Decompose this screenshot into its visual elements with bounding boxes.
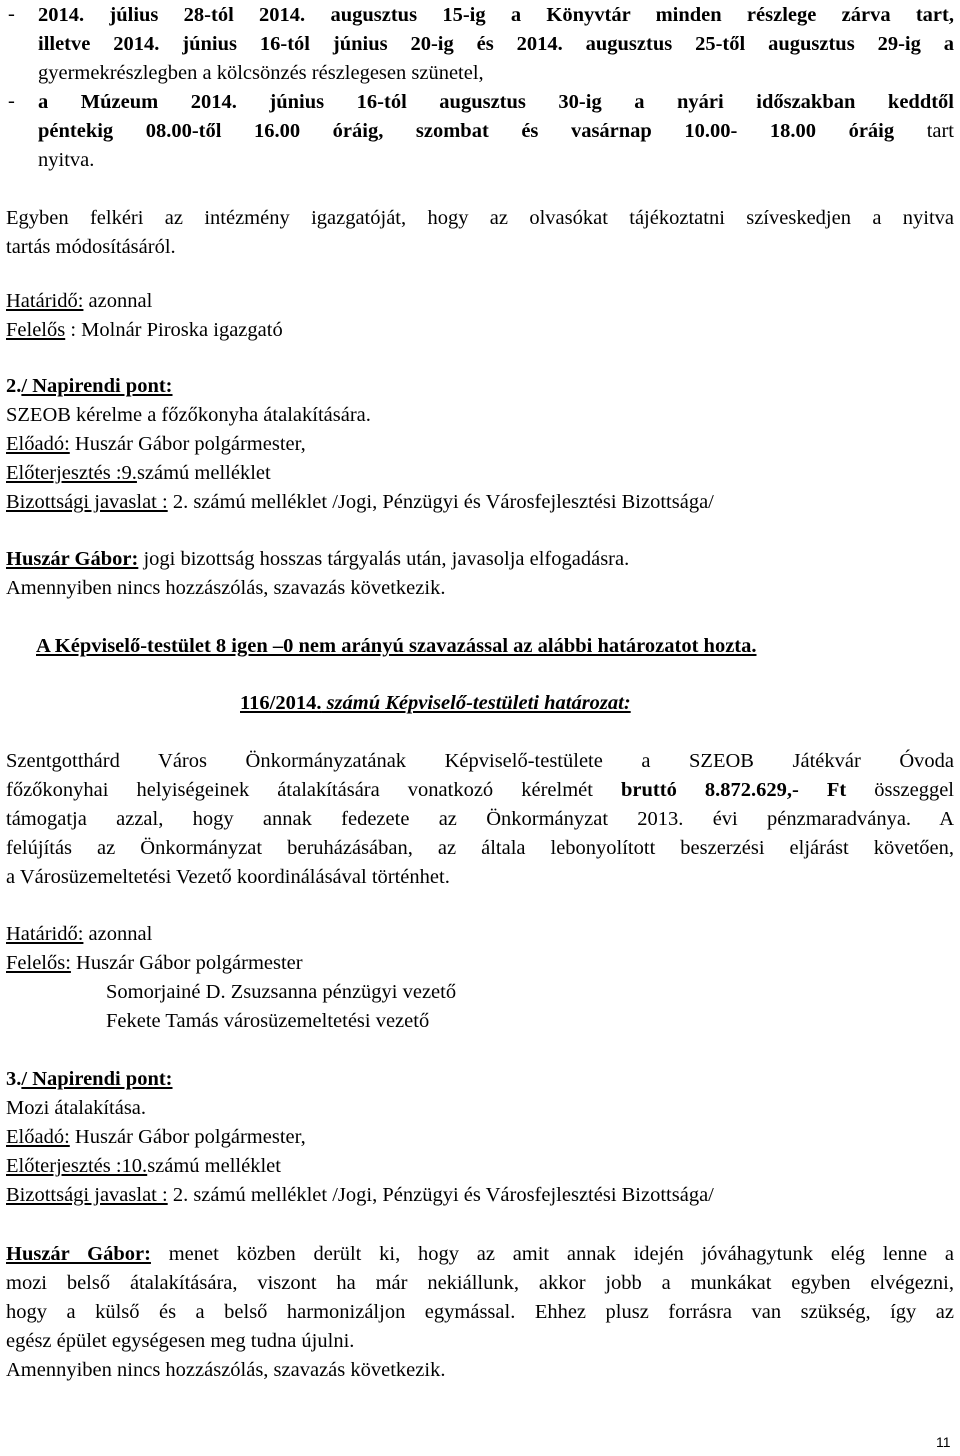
library-closure-line-3: gyermekrészlegben a kölcsönzés részlegesen szünetel, xyxy=(38,62,484,84)
page-number: 11 xyxy=(936,1434,951,1450)
resolution-line-2: főzőkonyhai helyiségeinek átalakítására vonatkozó kérelmét bruttó 8.872.629,- Ft összeggel xyxy=(6,779,955,801)
speaker-statement-3-line-1: Huszár Gábor: menet közben derült ki, hogy az amit annak idején jóváhagytunk elég lenne a xyxy=(6,1243,954,1265)
discussion-note-3: Amennyiben nincs hozzászólás, szavazás következik. xyxy=(6,1359,446,1381)
bullet-dash: - xyxy=(8,3,15,25)
deadline-line: Határidő: azonnal xyxy=(6,290,153,312)
vote-result: A Képviselő-testület 8 igen –0 nem arányú szavazással az alábbi határozatot hozta. xyxy=(36,635,757,657)
agenda-title-2: SZEOB kérelme a főzőkonyha átalakítására. xyxy=(6,404,371,426)
resolution-line-4: felújítás az Önkormányzat beruházásában, az általa lebonyolított beszerzési eljárást követően, xyxy=(6,837,954,859)
agenda-heading-3: 3./ Napirendi pont: xyxy=(6,1068,173,1090)
presenter-line-2: Előadó: Huszár Gábor polgármester, xyxy=(6,433,306,455)
discussion-note-2: Amennyiben nincs hozzászólás, szavazás következik. xyxy=(6,577,446,599)
library-closure-line-2: illetve 2014. június 16-tól június 20-ig és 2014. augusztus 25-től augusztus 29-ig a xyxy=(38,33,954,55)
agenda-title-3: Mozi átalakítása. xyxy=(6,1097,147,1119)
resolution-line-5: a Városüzemeltetési Vezető koordinálásával történhet. xyxy=(6,866,450,888)
speaker-statement-3-line-3: hogy a külső és a belső harmonizáljon egymással. Ehhez plusz forrásra van szükség, így az xyxy=(6,1301,954,1323)
speaker-statement-2: Huszár Gábor: jogi bizottság hosszas tárgyalás után, javasolja elfogadásra. xyxy=(6,548,630,570)
resolution-title: 116/2014. számú Képviselő-testületi határozat: xyxy=(240,692,631,714)
presenter-line-3: Előadó: Huszár Gábor polgármester, xyxy=(6,1126,306,1148)
request-paragraph-line-1: Egyben felkéri az intézmény igazgatóját, hogy az olvasókat tájékoztatni szíveskedjen a nyitva xyxy=(6,207,954,229)
agenda-heading-2: 2./ Napirendi pont: xyxy=(6,375,173,397)
responsible-line-2: Felelős: Huszár Gábor polgármester xyxy=(6,952,303,974)
submission-line-3: Előterjesztés :10.számú melléklet xyxy=(6,1155,281,1177)
museum-hours-line-3: nyitva. xyxy=(38,149,95,171)
deadline-line-2: Határidő: azonnal xyxy=(6,923,153,945)
responsible-person-2: Somorjainé D. Zsuzsanna pénzügyi vezető xyxy=(106,981,457,1003)
resolution-line-1: Szentgotthárd Város Önkormányzatának Képviselő-testülete a SZEOB Játékvár Óvoda xyxy=(6,750,954,772)
committee-line-3: Bizottsági javaslat : 2. számú melléklet /Jogi, Pénzügyi és Városfejlesztési Bizottsága/ xyxy=(6,1184,714,1206)
submission-line-2: Előterjesztés :9.számú melléklet xyxy=(6,462,271,484)
museum-hours-line-1: a Múzeum 2014. június 16-tól augusztus 30-ig a nyári időszakban keddtől xyxy=(38,91,954,113)
speaker-statement-3-line-2: mozi belső átalakítására, viszont ha már nekiállunk, akkor jobb a munkákat egyben elvégezni, xyxy=(6,1272,954,1294)
responsible-person-3: Fekete Tamás városüzemeltetési vezető xyxy=(106,1010,430,1032)
responsible-line: Felelős : Molnár Piroska igazgató xyxy=(6,319,283,341)
resolution-line-3: támogatja azzal, hogy annak fedezete az Önkormányzat 2013. évi pénzmaradványa. A xyxy=(6,808,954,830)
library-closure-line-1: 2014. július 28-tól 2014. augusztus 15-ig a Könyvtár minden részlege zárva tart, xyxy=(38,4,954,26)
committee-line-2: Bizottsági javaslat : 2. számú melléklet /Jogi, Pénzügyi és Városfejlesztési Bizottsága/ xyxy=(6,491,714,513)
bullet-dash: - xyxy=(8,90,15,112)
museum-hours-line-2: péntekig 08.00-től 16.00 óráig, szombat és vasárnap 10.00- 18.00 óráig tart xyxy=(38,120,955,142)
speaker-statement-3-line-4: egész épület egységesen meg tudna újulni. xyxy=(6,1330,355,1352)
request-paragraph-line-2: tartás módosításáról. xyxy=(6,236,176,258)
